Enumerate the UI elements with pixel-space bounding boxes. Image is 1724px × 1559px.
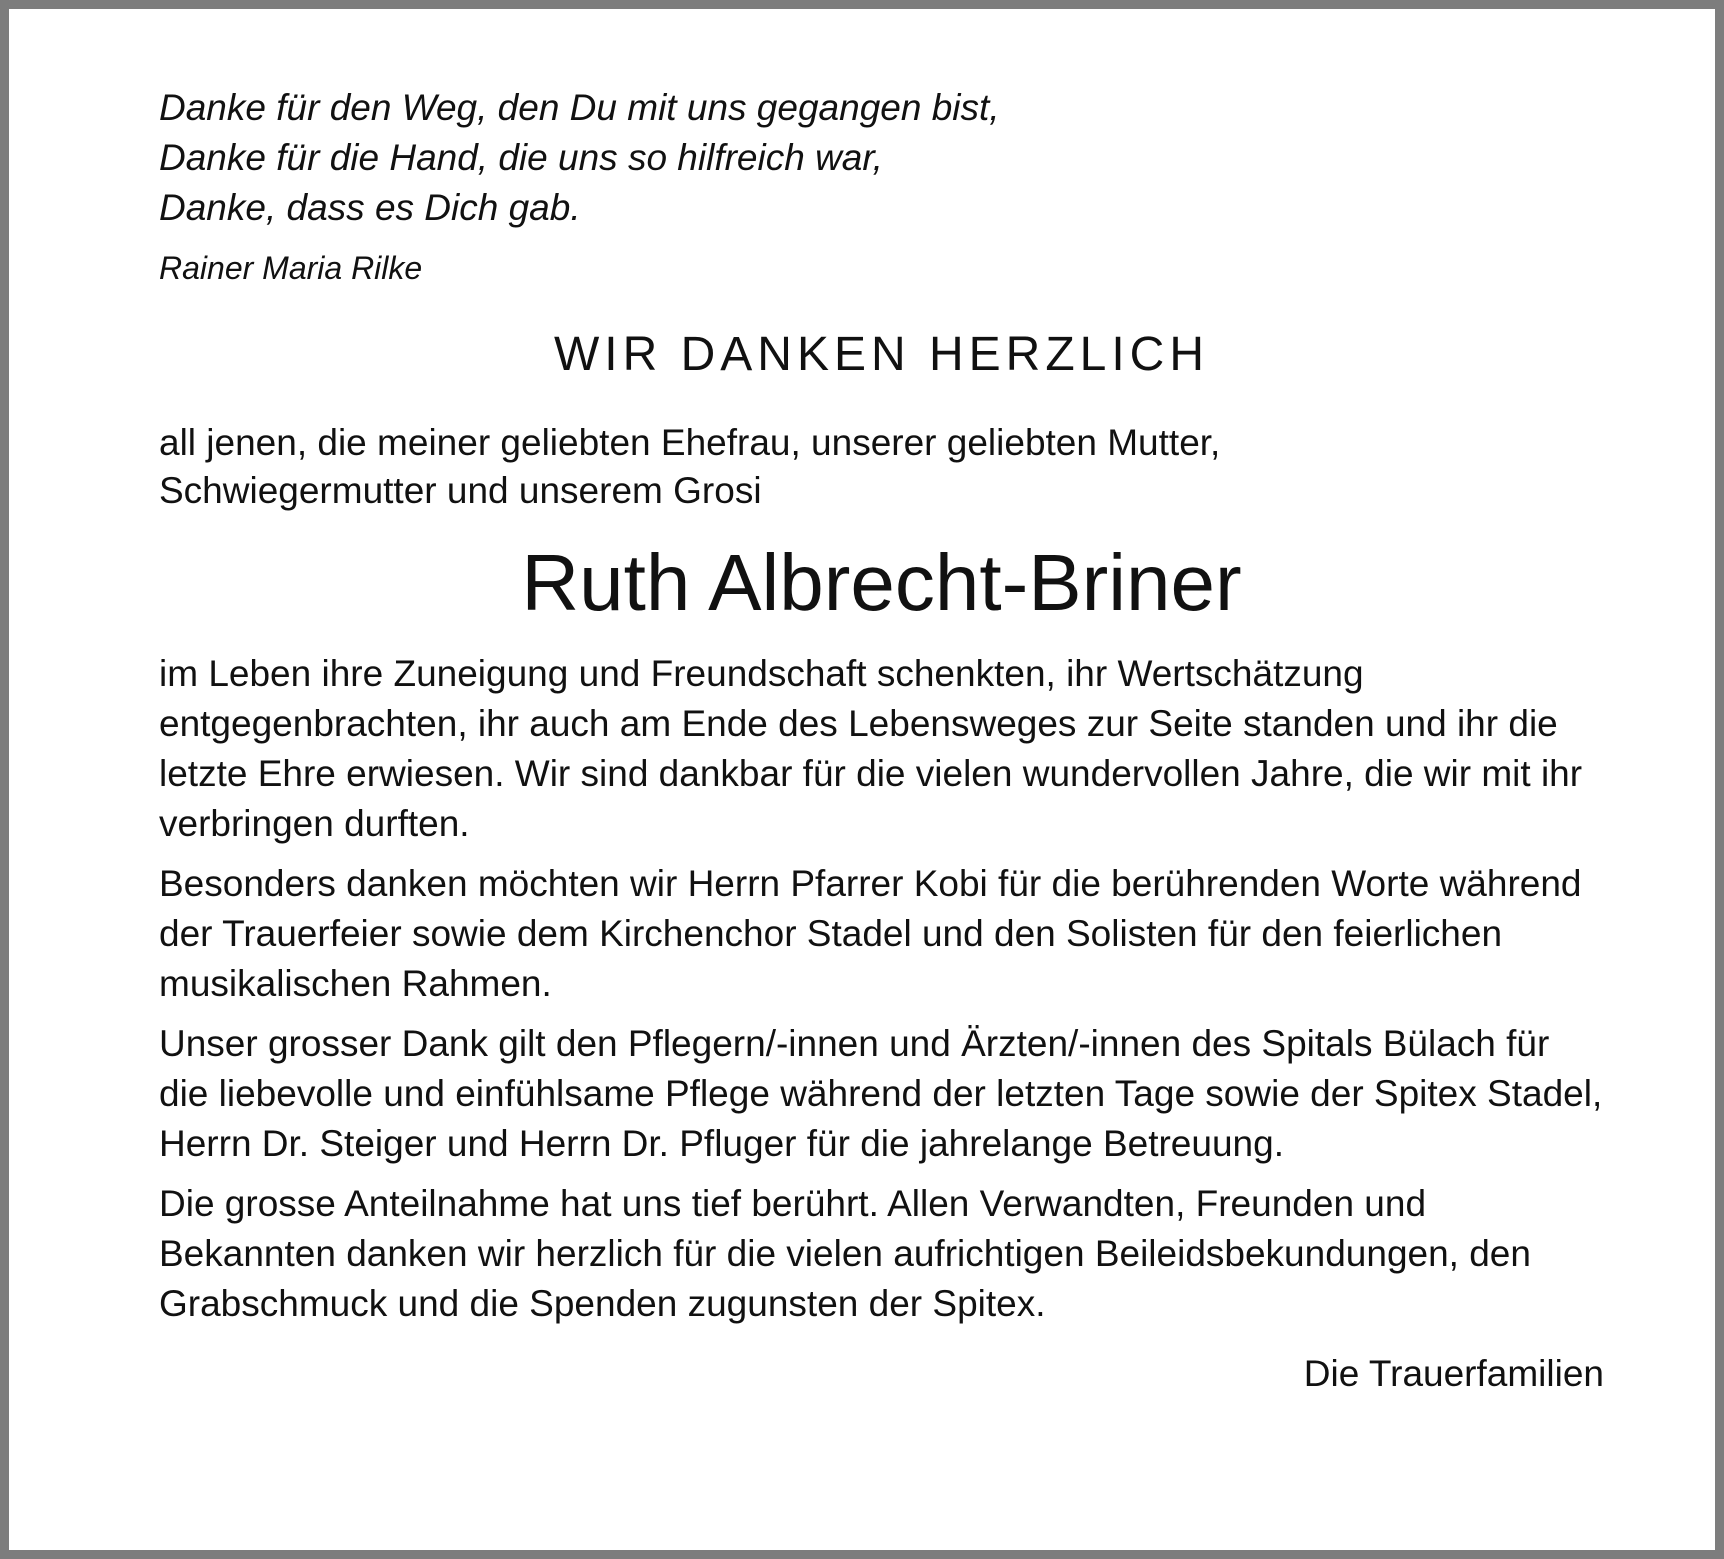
thanks-heading: WIR DANKEN HERZLICH [553, 328, 1210, 381]
intro-line: all jenen, die meiner geliebten Ehefrau, unserer geliebten Mutter, [159, 422, 1221, 463]
poem-line: Danke, dass es Dich gab. [159, 187, 581, 228]
deceased-name: Ruth Albrecht-Briner [521, 538, 1242, 627]
poem-quote [159, 83, 1604, 289]
poem-author: Rainer Maria Rilke [159, 250, 423, 286]
intro-text [159, 419, 1604, 515]
body-text [159, 649, 1604, 1329]
poem-line: Danke für die Hand, die uns so hilfreich war, [159, 137, 883, 178]
intro-line: Schwiegermutter und unserem Grosi [159, 470, 762, 511]
notice-content [159, 83, 1604, 1399]
body-paragraph: im Leben ihre Zuneigung und Freundschaft schenkten, ihr Wertschätzung entgegenbrachten, ihr auch am Ende des Lebensweges zur Seite standen und ihr die letzte Ehre erwiesen. Wir sind dankbar für die vielen wundervollen Jahre, die wir mit ihr verbringen durften. [159, 653, 1583, 844]
body-paragraph: Die grosse Anteilnahme hat uns tief berührt. Allen Verwandten, Freunden und Bekannten danken wir herzlich für die vielen aufrichtigen Beileidsbekundungen, den Grabschmuck und die Spenden zugunsten der Spitex. [159, 1183, 1531, 1324]
body-paragraph: Unser grosser Dank gilt den Pflegern/-innen und Ärzten/-innen des Spitals Bülach für die liebevolle und einfühlsame Pflege während der letzten Tage sowie der Spitex Stadel, Herrn Dr. Steiger und Herrn Dr. Pfluger für die jahrelange Betreuung. [159, 1023, 1603, 1164]
body-paragraph: Besonders danken möchten wir Herrn Pfarrer Kobi für die berührenden Worte während der Trauerfeier sowie dem Kirchenchor Stadel und den Solisten für den feierlichen musikalischen Rahmen. [159, 863, 1582, 1004]
signature: Die Trauerfamilien [1303, 1353, 1604, 1394]
poem-line: Danke für den Weg, den Du mit uns gegangen bist, [159, 87, 1000, 128]
